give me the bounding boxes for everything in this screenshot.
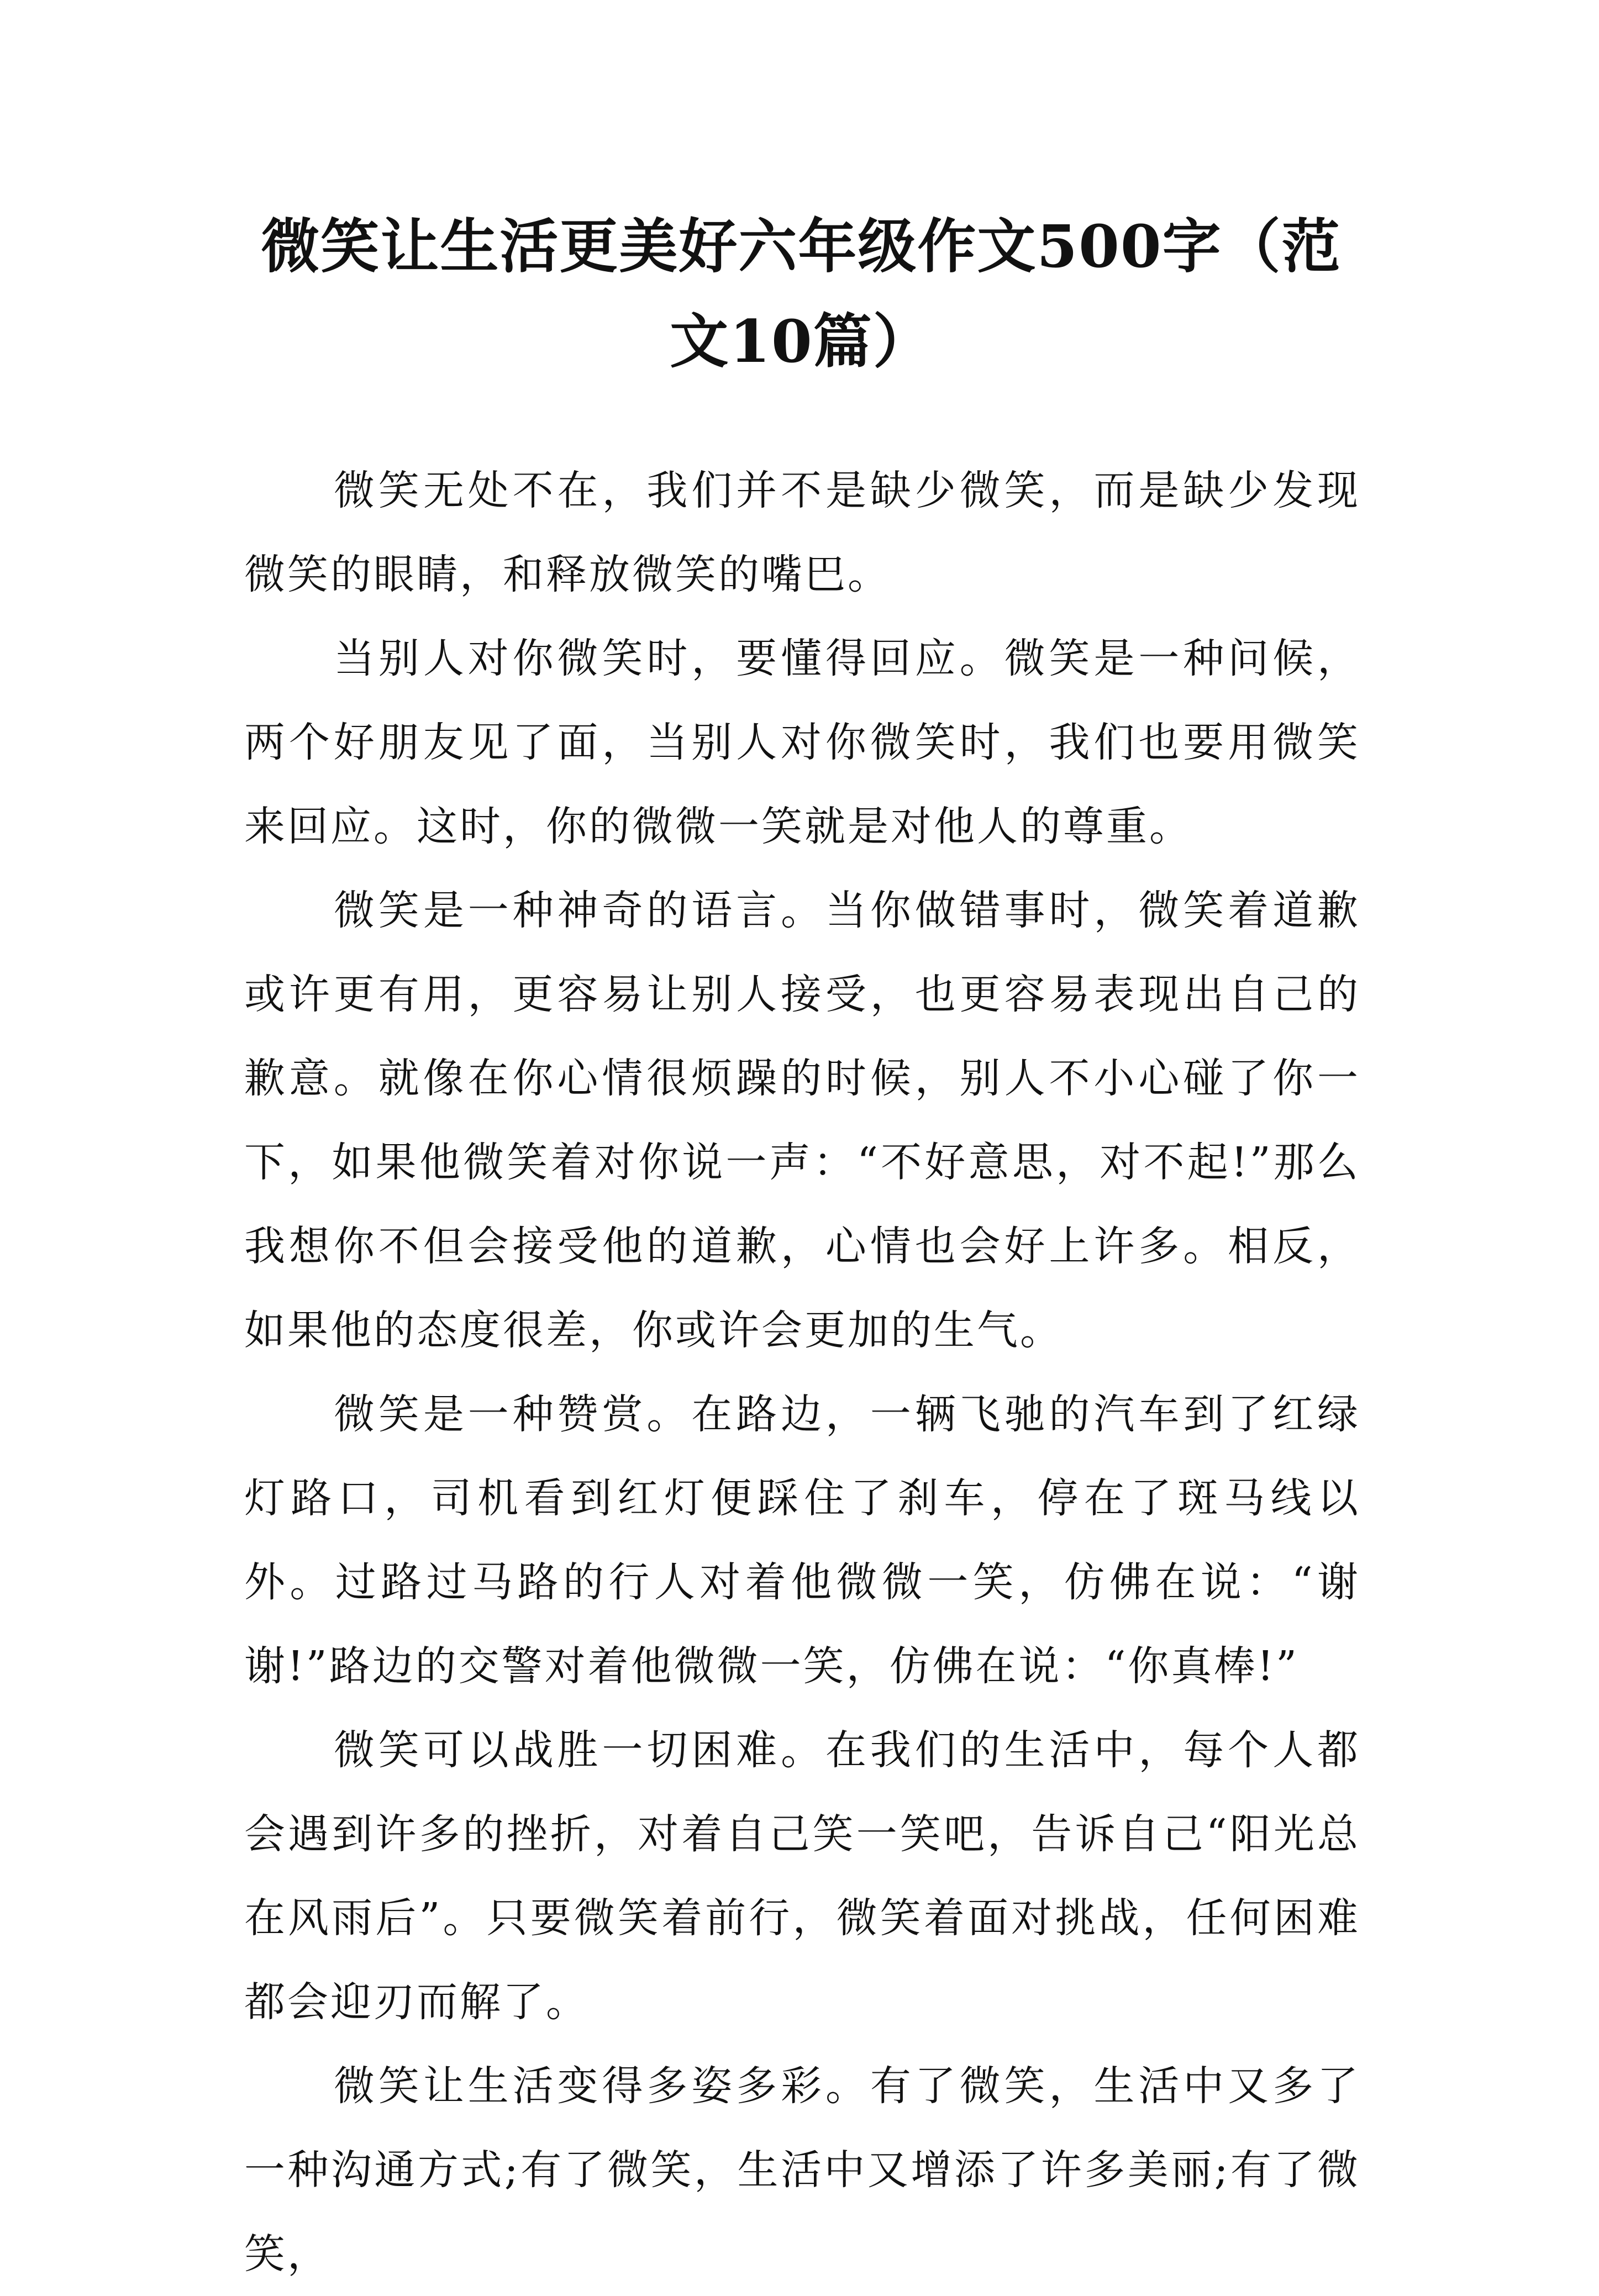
paragraph: 当别人对你微笑时，要懂得回应。微笑是一种问候，两个好朋友见了面，当别人对你微笑时，我们也要用微笑来回应。这时，你的微微一笑就是对他人的尊重。 <box>244 635 1360 850</box>
paragraph: 微笑是一种赞赏。在路边，一辆飞驰的汽车到了红绿灯路口，司机看到红灯便踩住了刹车，停在了斑马线以外。过路过马路的行人对着他微微一笑，仿佛在说：“谢谢!”路边的交警对着他微微一笑，仿佛在说：“你真棒!” <box>244 1391 1360 1690</box>
paragraph: 微笑是一种神奇的语言。当你做错事时，微笑着道歉或许更有用，更容易让别人接受，也更容易表现出自己的歉意。就像在你心情很烦躁的时候，别人不小心碰了你一下，如果他微笑着对你说一声：“不好意思，对不起!”那么我想你不但会接受他的道歉，心情也会好上许多。相反，如果他的态度很差，你或许会更加的生气。 <box>244 887 1360 1354</box>
paragraph: 微笑让生活变得多姿多彩。有了微笑，生活中又多了一种沟通方式;有了微笑，生活中又增添了许多美丽;有了微笑， <box>244 2062 1360 2278</box>
paragraph: 微笑无处不在，我们并不是缺少微笑，而是缺少发现微笑的眼睛，和释放微笑的嘴巴。 <box>244 467 1360 598</box>
document-body <box>244 449 1360 2296</box>
paragraph: 微笑可以战胜一切困难。在我们的生活中，每个人都会遇到许多的挫折，对着自己笑一笑吧，告诉自己“阳光总在风雨后”。只要微笑着前行，微笑着面对挑战，任何困难都会迎刃而解了。 <box>244 1726 1360 2026</box>
document-title: 微笑让生活更美好六年级作文500字（范文10篇） <box>261 212 1342 376</box>
